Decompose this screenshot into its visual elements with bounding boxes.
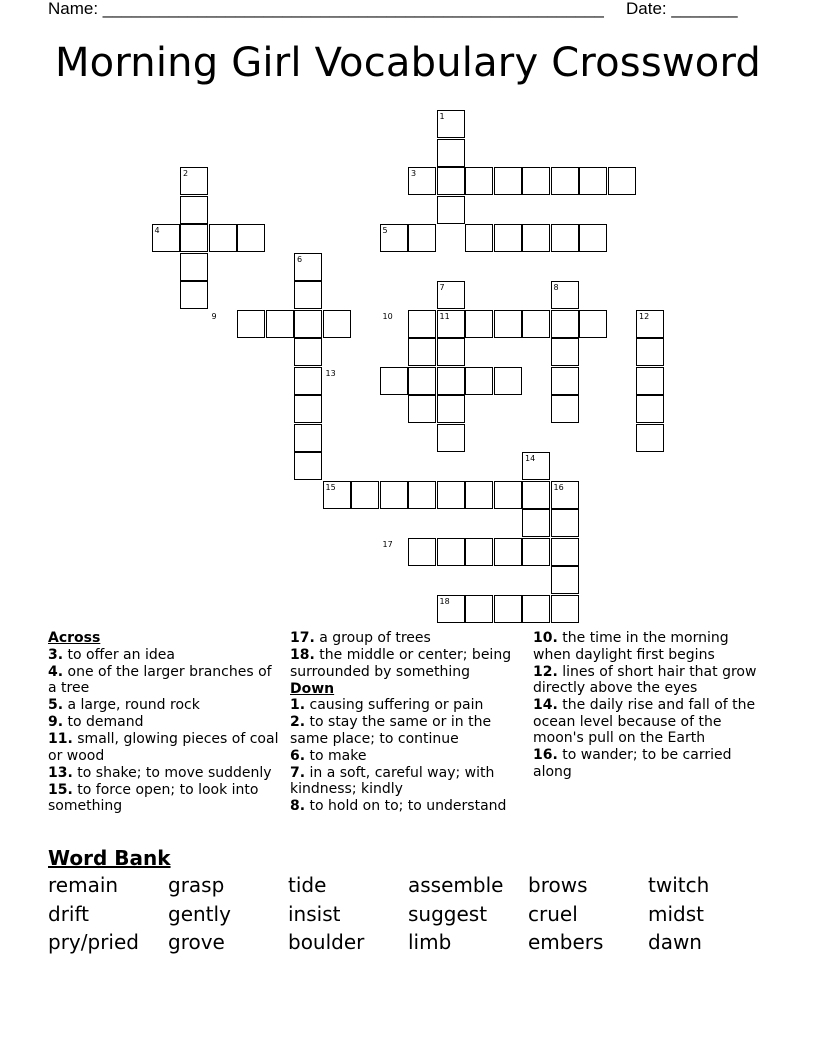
crossword-cell[interactable] [494, 167, 522, 195]
crossword-cell[interactable] [465, 595, 493, 623]
crossword-cell[interactable] [180, 224, 208, 252]
clue-across-15: 15. to force open; to look into something [48, 781, 259, 814]
clue-number: 14 [525, 454, 536, 463]
crossword-cell[interactable] [437, 424, 465, 452]
word-bank-word: dawn [648, 930, 702, 954]
crossword-cell[interactable] [608, 167, 636, 195]
crossword-cell[interactable] [551, 338, 579, 366]
word-bank-word: gently [168, 902, 231, 926]
crossword-cell[interactable] [636, 310, 664, 338]
word-bank-word: boulder [288, 930, 365, 954]
crossword-cell[interactable] [237, 224, 265, 252]
crossword-cell[interactable] [437, 481, 465, 509]
crossword-cell[interactable] [551, 538, 579, 566]
clue-number: 7 [439, 283, 445, 292]
crossword-cell[interactable] [294, 310, 322, 338]
crossword-cell[interactable] [180, 253, 208, 281]
crossword-cell[interactable] [551, 509, 579, 537]
clue-number: 5 [382, 226, 388, 235]
crossword-cell[interactable] [180, 196, 208, 224]
crossword-cell[interactable] [180, 281, 208, 309]
crossword-cell[interactable] [551, 481, 579, 509]
crossword-cell[interactable] [437, 281, 465, 309]
clue-across-13: 13. to shake; to move suddenly [48, 764, 272, 781]
word-bank-word: grasp [168, 873, 225, 897]
clue-down-7: 7. in a soft, careful way; with kindness; kindly [290, 764, 495, 797]
word-bank-word: brows [528, 873, 588, 897]
crossword-cell[interactable] [294, 424, 322, 452]
crossword-cell[interactable] [437, 110, 465, 138]
crossword-cell[interactable] [437, 367, 465, 395]
word-bank-word: assemble [408, 873, 504, 897]
word-bank-word: pry/pried [48, 930, 139, 954]
clue-down-1: 1. causing suffering or pain [290, 697, 484, 713]
clue-across-9: 9. to demand [48, 714, 144, 730]
crossword-cell[interactable] [408, 367, 436, 395]
clue-number: 11 [439, 311, 450, 321]
crossword-cell[interactable] [465, 367, 493, 395]
across-heading: Across [48, 630, 101, 646]
crossword-cell[interactable] [494, 310, 522, 338]
crossword-cell[interactable] [579, 224, 607, 252]
clues-column-1 [48, 630, 284, 815]
crossword-cell[interactable] [494, 538, 522, 566]
word-bank-word: twitch [648, 873, 710, 897]
crossword-cell[interactable] [408, 481, 436, 509]
crossword-cell[interactable] [522, 310, 550, 338]
word-bank-word: cruel [528, 902, 578, 926]
crossword-cell[interactable] [408, 224, 436, 252]
crossword-cell[interactable] [522, 595, 550, 623]
crossword-cell[interactable] [294, 452, 322, 480]
crossword-cell[interactable] [437, 310, 465, 338]
crossword-cell[interactable] [294, 395, 322, 423]
clue-across-17: 17. a group of trees [290, 630, 431, 646]
crossword-cell[interactable] [551, 281, 579, 309]
clue-down-16: 16. to wander; to be carried along [533, 747, 732, 780]
crossword-cell[interactable] [551, 367, 579, 395]
crossword-cell[interactable] [522, 224, 550, 252]
crossword-cell[interactable] [465, 538, 493, 566]
clue-number: 9 [211, 311, 217, 321]
crossword-cell[interactable] [522, 509, 550, 537]
crossword-cell[interactable] [551, 595, 579, 623]
crossword-cell[interactable] [551, 566, 579, 594]
clue-down-14: 14. the daily rise and fall of the ocean level because of the moon's pull on the Earth [533, 697, 756, 746]
crossword-cell[interactable] [465, 481, 493, 509]
crossword-cell[interactable] [408, 310, 436, 338]
down-heading: Down [290, 680, 335, 697]
crossword-cell[interactable] [180, 167, 208, 195]
crossword-cell[interactable] [636, 395, 664, 423]
crossword-cell[interactable] [380, 481, 408, 509]
word-bank-title: Word Bank [48, 846, 171, 870]
crossword-cell[interactable] [465, 310, 493, 338]
crossword-cell[interactable] [636, 367, 664, 395]
crossword-cell[interactable] [437, 196, 465, 224]
clue-number: 3 [411, 169, 417, 178]
crossword-cell[interactable] [437, 595, 465, 623]
page-title: Morning Girl Vocabulary Crossword [54, 40, 762, 86]
word-bank-word: drift [48, 902, 90, 926]
crossword-cell[interactable] [294, 367, 322, 395]
crossword-cell[interactable] [266, 310, 294, 338]
crossword-cell[interactable] [579, 310, 607, 338]
crossword-cell[interactable] [294, 338, 322, 366]
clue-across-11: 11. small, glowing pieces of coal or wood [48, 731, 279, 764]
word-bank-word: midst [648, 902, 704, 926]
clue-number: 4 [154, 226, 160, 235]
crossword-cell[interactable] [437, 167, 465, 195]
clue-number: 15 [325, 482, 336, 492]
clue-number: 17 [382, 539, 393, 549]
crossword-cell[interactable] [636, 424, 664, 452]
crossword-cell[interactable] [465, 167, 493, 195]
crossword-cell[interactable] [494, 481, 522, 509]
word-bank-word: suggest [408, 902, 488, 926]
clue-number: 12 [639, 311, 650, 321]
crossword-cell[interactable] [494, 595, 522, 623]
word-bank-word: insist [288, 902, 341, 926]
clue-number: 10 [382, 311, 393, 321]
clue-down-6: 6. to make [290, 747, 367, 764]
crossword-cell[interactable] [351, 481, 379, 509]
crossword-cell[interactable] [294, 253, 322, 281]
crossword-cell[interactable] [323, 310, 351, 338]
clue-across-18: 18. the middle or center; being surrounded by something [290, 647, 512, 680]
word-bank-word: limb [408, 930, 452, 954]
crossword-cell[interactable] [551, 167, 579, 195]
word-bank-word: grove [168, 930, 225, 954]
crossword-cell[interactable] [152, 224, 180, 252]
crossword-cell[interactable] [323, 481, 351, 509]
crossword-cell[interactable] [465, 224, 493, 252]
crossword-cell[interactable] [437, 395, 465, 423]
crossword-cell[interactable] [522, 452, 550, 480]
word-bank-word: embers [528, 930, 604, 954]
word-bank-word: tide [288, 873, 327, 897]
crossword-cell[interactable] [408, 395, 436, 423]
crossword-cell[interactable] [579, 167, 607, 195]
crossword-cell[interactable] [551, 395, 579, 423]
clues-column-2 [290, 630, 526, 815]
crossword-cell[interactable] [380, 367, 408, 395]
clue-number: 6 [297, 254, 303, 264]
crossword-cell[interactable] [494, 367, 522, 395]
clue-across-4: 4. one of the larger branches of a tree [48, 663, 272, 696]
name-field[interactable]: Name: _____________________________________________________ [48, 0, 604, 18]
crossword-cell[interactable] [522, 167, 550, 195]
clue-across-5: 5. a large, round rock [48, 697, 200, 713]
crossword-cell[interactable] [408, 167, 436, 195]
word-bank-word: remain [48, 873, 119, 897]
crossword-cell[interactable] [522, 538, 550, 566]
clue-number: 18 [439, 596, 450, 606]
clue-number: 1 [439, 112, 445, 121]
crossword-cell[interactable] [437, 538, 465, 566]
crossword-cell[interactable] [437, 338, 465, 366]
clue-number: 2 [183, 169, 189, 178]
crossword-cell[interactable] [209, 224, 237, 252]
clue-across-3: 3. to offer an idea [48, 646, 175, 663]
clue-number: 16 [553, 482, 564, 492]
crossword-cell[interactable] [522, 481, 550, 509]
clue-number: 8 [553, 283, 559, 292]
crossword-cell[interactable] [294, 281, 322, 309]
clue-down-2: 2. to stay the same or in the same place; to continue [290, 714, 492, 747]
crossword-cell[interactable] [551, 224, 579, 252]
clue-down-10: 10. the time in the morning when daylight first begins [533, 630, 729, 663]
clue-down-8: 8. to hold on to; to understand [290, 798, 507, 814]
crossword-cell[interactable] [636, 338, 664, 366]
crossword-cell[interactable] [551, 310, 579, 338]
crossword-cell[interactable] [437, 139, 465, 167]
crossword-cell[interactable] [380, 224, 408, 252]
crossword-cell[interactable] [408, 338, 436, 366]
crossword-cell[interactable] [494, 224, 522, 252]
crossword-cell[interactable] [408, 538, 436, 566]
clues-column-3 [533, 630, 769, 781]
date-field[interactable]: Date: _______ [626, 0, 738, 18]
crossword-cell[interactable] [237, 310, 265, 338]
clue-number: 13 [325, 368, 336, 378]
clue-down-12: 12. lines of short hair that grow directly above the eyes [533, 663, 757, 696]
